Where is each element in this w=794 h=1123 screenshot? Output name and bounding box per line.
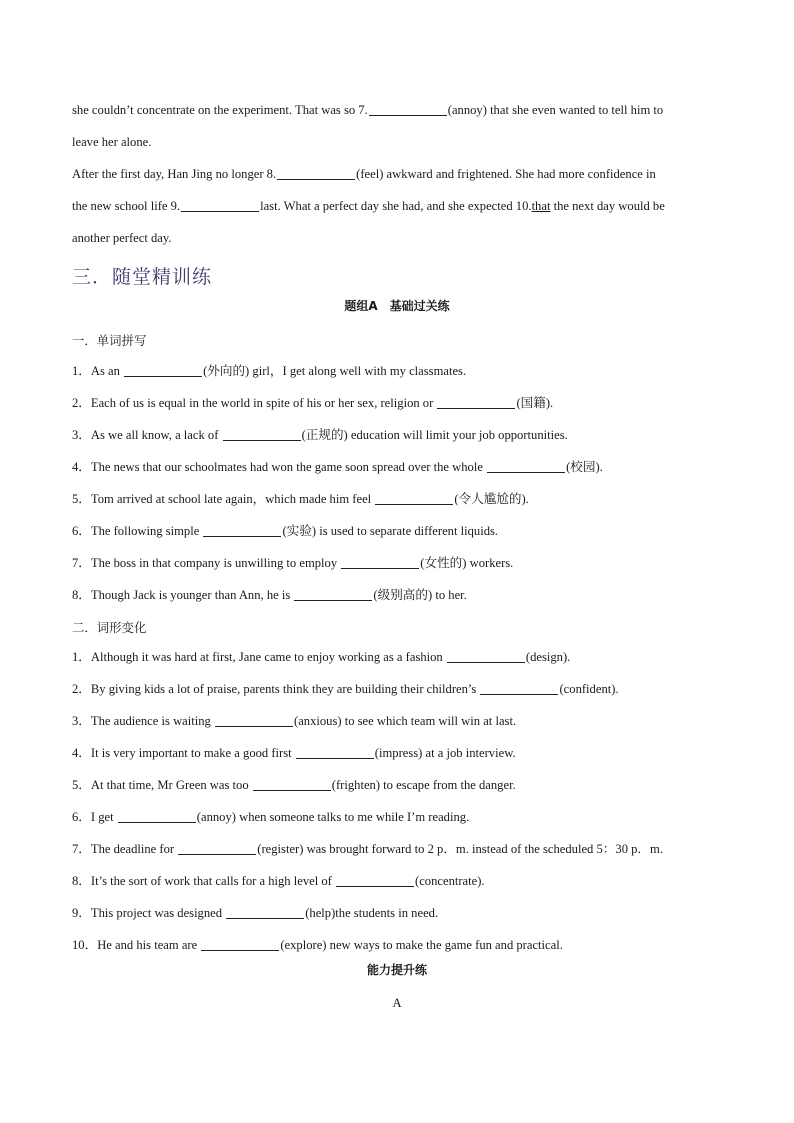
question-hint: (级别高的) to her. — [373, 588, 467, 602]
question-item — [72, 491, 732, 507]
question-item — [72, 649, 732, 665]
question-text: At that time, Mr Green was too — [90, 778, 252, 792]
passage-line-5 — [72, 230, 732, 246]
question-text: The news that our schoolmates had won the game soon spread over the whole — [90, 460, 487, 474]
passage-text: last. What a perfect day she had, and she expected 10. — [260, 199, 532, 213]
passage-text: the next day would be — [550, 199, 665, 213]
question-text: The following simple — [90, 524, 203, 538]
answer-blank[interactable] — [336, 874, 414, 887]
question-item — [72, 681, 732, 697]
part2-title: 二．词形变化 — [72, 620, 147, 635]
question-number: 7． — [72, 842, 91, 856]
question-text: Though Jack is younger than Ann, he is — [90, 588, 294, 602]
question-item — [72, 363, 732, 379]
question-item — [72, 745, 732, 761]
question-hint: (实验) is used to separate different liquids. — [282, 524, 499, 538]
question-text: It’s the sort of work that calls for a high level of — [90, 874, 336, 888]
answer-blank-7[interactable] — [369, 103, 447, 116]
passage-line-4 — [72, 198, 732, 214]
answer-blank[interactable] — [437, 396, 515, 409]
question-text: The audience is waiting — [90, 714, 214, 728]
question-item — [72, 555, 732, 571]
question-number: 3． — [72, 428, 91, 442]
question-text: He and his team are — [97, 938, 201, 952]
answer-blank[interactable] — [375, 492, 453, 505]
question-item — [72, 873, 732, 889]
answer-blank[interactable] — [487, 460, 565, 473]
question-number: 10． — [72, 938, 98, 952]
answer-10: that — [531, 199, 551, 213]
question-hint: (国籍). — [516, 396, 554, 410]
question-text: Each of us is equal in the world in spite of his or her sex, religion or — [90, 396, 437, 410]
question-text: It is very important to make a good first — [90, 746, 295, 760]
question-number: 5． — [72, 778, 91, 792]
question-text: As an — [90, 364, 124, 378]
passage-text: leave her alone. — [72, 135, 152, 149]
question-number: 5． — [72, 492, 91, 506]
question-item — [72, 937, 732, 953]
question-text: Tom arrived at school late again，which made him feel — [90, 492, 375, 506]
answer-blank[interactable] — [296, 746, 374, 759]
question-number: 3． — [72, 714, 91, 728]
question-item — [72, 523, 732, 539]
question-number: 4． — [72, 746, 91, 760]
question-hint: (frighten) to escape from the danger. — [331, 778, 516, 792]
passage-text: she couldn’t concentrate on the experiment. That was so 7. — [72, 103, 368, 117]
passage-text: (feel) awkward and frightened. She had more confidence in — [356, 167, 656, 181]
question-hint: (explore) new ways to make the game fun and practical. — [280, 938, 563, 952]
question-number: 1． — [72, 364, 91, 378]
passage-label: A — [392, 996, 402, 1010]
answer-blank-9[interactable] — [181, 199, 259, 212]
question-item — [72, 777, 732, 793]
question-number: 2． — [72, 396, 91, 410]
question-text: The boss in that company is unwilling to employ — [90, 556, 341, 570]
answer-blank[interactable] — [480, 682, 558, 695]
question-item — [72, 713, 732, 729]
question-item — [72, 395, 732, 411]
question-number: 6． — [72, 524, 91, 538]
question-hint: (register) was brought forward to 2 p．m. instead of the scheduled 5：30 p．m. — [257, 842, 663, 856]
question-hint: (anxious) to see which team will win at last. — [294, 714, 517, 728]
question-text: The deadline for — [90, 842, 178, 856]
question-number: 8． — [72, 874, 91, 888]
answer-blank[interactable] — [341, 556, 419, 569]
question-hint: (外向的) girl，I get along well with my classmates. — [203, 364, 467, 378]
question-hint: (concentrate). — [415, 874, 485, 888]
answer-blank-8[interactable] — [277, 167, 355, 180]
question-item — [72, 459, 732, 475]
part1-title: 一．单词拼写 — [72, 333, 147, 348]
question-text: By giving kids a lot of praise, parents think they are building their children’s — [90, 682, 480, 696]
answer-blank[interactable] — [223, 428, 301, 441]
answer-blank[interactable] — [178, 842, 256, 855]
question-item — [72, 427, 732, 443]
answer-blank[interactable] — [226, 906, 304, 919]
passage-text: the new school life 9. — [72, 199, 181, 213]
passage-text: (annoy) that she even wanted to tell him to — [447, 103, 664, 117]
passage-line-3 — [72, 166, 732, 182]
answer-blank[interactable] — [118, 810, 196, 823]
answer-blank[interactable] — [447, 650, 525, 663]
answer-blank[interactable] — [215, 714, 293, 727]
question-hint: (校园). — [566, 460, 603, 474]
passage-text: another perfect day. — [72, 231, 172, 245]
question-text: Although it was hard at first, Jane came to enjoy working as a fashion — [90, 650, 446, 664]
answer-blank[interactable] — [253, 778, 331, 791]
group-a-title: 题组A 基础过关练 — [344, 299, 450, 313]
ability-title: 能力提升练 — [366, 963, 427, 977]
question-number: 2． — [72, 682, 91, 696]
question-hint: (annoy) when someone talks to me while I’m reading. — [196, 810, 470, 824]
answer-blank[interactable] — [203, 524, 281, 537]
question-hint: (impress) at a job interview. — [374, 746, 516, 760]
answer-blank[interactable] — [124, 364, 202, 377]
question-number: 6． — [72, 810, 91, 824]
question-number: 7． — [72, 556, 91, 570]
question-text: As we all know, a lack of — [90, 428, 222, 442]
question-number: 9． — [72, 906, 91, 920]
question-hint: (design). — [525, 650, 571, 664]
answer-blank[interactable] — [294, 588, 372, 601]
question-item — [72, 809, 732, 825]
section-title: 三．随堂精训练 — [72, 266, 213, 288]
passage-line-1 — [72, 102, 732, 118]
question-number: 8． — [72, 588, 91, 602]
question-hint: (help)the students in need. — [305, 906, 439, 920]
passage-line-2 — [72, 134, 732, 150]
question-item — [72, 841, 732, 857]
question-item — [72, 587, 732, 603]
question-number: 1． — [72, 650, 91, 664]
question-item — [72, 905, 732, 921]
question-hint: (令人尴尬的). — [454, 492, 529, 506]
answer-blank[interactable] — [201, 938, 279, 951]
question-hint: (confident). — [559, 682, 619, 696]
question-number: 4． — [72, 460, 91, 474]
question-text: I get — [90, 810, 117, 824]
question-hint: (女性的) workers. — [420, 556, 514, 570]
question-hint: (正规的) education will limit your job opportunities. — [301, 428, 568, 442]
question-text: This project was designed — [90, 906, 226, 920]
passage-text: After the first day, Han Jing no longer 8. — [72, 167, 277, 181]
